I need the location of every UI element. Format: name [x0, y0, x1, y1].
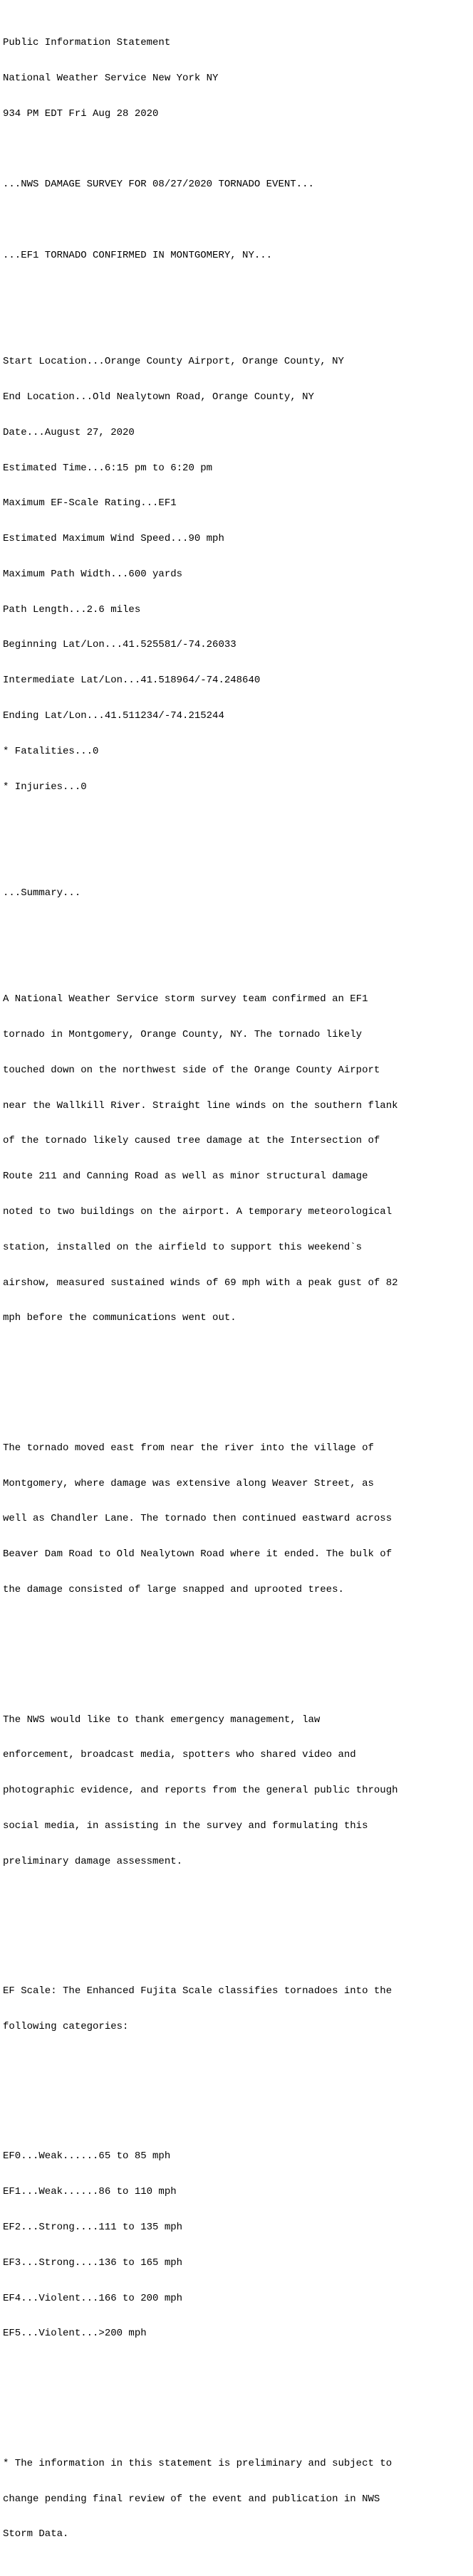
ef-scale-row-ef0: EF0...Weak......65 to 85 mph — [3, 2150, 171, 2163]
statement-document — [3, 14, 470, 2576]
spacer — [3, 2080, 470, 2092]
paragraph-line: of the tornado likely caused tree damage at the Intersection of — [3, 1135, 380, 1147]
acknowledgement-paragraph — [3, 1690, 470, 1891]
spacer — [3, 923, 470, 935]
detail-estimated-time: Estimated Time...6:15 pm to 6:20 pm — [3, 462, 213, 474]
paragraph-line: The tornado moved east from near the river into the village of — [3, 1442, 374, 1454]
detail-path-length: Path Length...2.6 miles — [3, 603, 141, 616]
spacer — [3, 144, 470, 156]
detail-max-ef-rating: Maximum EF-Scale Rating...EF1 — [3, 497, 177, 510]
summary-heading: ...Summary... — [3, 887, 81, 899]
paragraph-line: well as Chandler Lane. The tornado then continued eastward across — [3, 1513, 393, 1525]
ef-scale-row-ef4: EF4...Violent...166 to 200 mph — [3, 2292, 183, 2304]
detail-max-path-width: Maximum Path Width...600 yards — [3, 568, 183, 580]
event-details — [3, 332, 470, 816]
detail-date: Date...August 27, 2020 — [3, 426, 135, 438]
summary-paragraph-2 — [3, 1419, 470, 1620]
spacer — [3, 1643, 470, 1655]
issued-timestamp: 934 PM EDT Fri Aug 28 2020 — [3, 107, 159, 120]
paragraph-line: A National Weather Service storm survey team confirmed an EF1 — [3, 993, 368, 1005]
paragraph-line: touched down on the northwest side of the Orange County Airport — [3, 1064, 380, 1076]
disclaimer — [3, 2434, 470, 2565]
paragraph-line: social media, in assisting in the survey and formulating this — [3, 1820, 368, 1832]
detail-injuries: * Injuries...0 — [3, 781, 87, 793]
detail-start-location: Start Location...Orange County Airport, Orange County, NY — [3, 356, 344, 368]
disclaimer-line: change pending final review of the event and publication in NWS — [3, 2493, 380, 2505]
detail-beginning-latlon: Beginning Lat/Lon...41.525581/-74.26033 — [3, 639, 236, 651]
spacer — [3, 1371, 470, 1383]
paragraph-line: Montgomery, where damage was extensive along Weaver Street, as — [3, 1477, 374, 1489]
detail-intermediate-latlon: Intermediate Lat/Lon...41.518964/-74.248640 — [3, 675, 261, 687]
spacer — [3, 840, 470, 852]
detail-end-location: End Location...Old Nealytown Road, Orange County, NY — [3, 391, 314, 403]
ef-scale-row-ef3: EF3...Strong....136 to 165 mph — [3, 2256, 183, 2269]
paragraph-line: tornado in Montgomery, Orange County, NY. The tornado likely — [3, 1029, 363, 1041]
spacer — [3, 285, 470, 297]
paragraph-line: noted to two buildings on the airport. A temporary meteorological — [3, 1205, 393, 1218]
ef-scale-table — [3, 2127, 470, 2363]
paragraph-line: photographic evidence, and reports from the general public through — [3, 1785, 398, 1797]
disclaimer-line: * The information in this statement is preliminary and subject to — [3, 2457, 393, 2469]
detail-fatalities: * Fatalities...0 — [3, 745, 99, 757]
paragraph-line: Route 211 and Canning Road as well as minor structural damage — [3, 1171, 368, 1183]
paragraph-line: The NWS would like to thank emergency management, law — [3, 1714, 321, 1726]
paragraph-line: the damage consisted of large snapped and uprooted trees. — [3, 1583, 344, 1595]
paragraph-line: mph before the communications went out. — [3, 1312, 236, 1324]
detail-ending-latlon: Ending Lat/Lon...41.511234/-74.215244 — [3, 710, 224, 722]
paragraph-line: airshow, measured sustained winds of 69 mph with a peak gust of 82 — [3, 1277, 398, 1289]
paragraph-line: following categories: — [3, 2020, 129, 2032]
confirmed-headline: ...EF1 TORNADO CONFIRMED IN MONTGOMERY, NY... — [3, 249, 273, 261]
statement-title: Public Information Statement — [3, 37, 171, 49]
detail-max-wind-speed: Estimated Maximum Wind Speed...90 mph — [3, 533, 224, 545]
spacer — [3, 2387, 470, 2399]
ef-scale-intro — [3, 1962, 470, 2057]
disclaimer-line: Storm Data. — [3, 2528, 69, 2540]
paragraph-line: EF Scale: The Enhanced Fujita Scale classifies tornadoes into the — [3, 1985, 393, 1997]
survey-headline: ...NWS DAMAGE SURVEY FOR 08/27/2020 TORNADO EVENT... — [3, 179, 314, 191]
paragraph-line: enforcement, broadcast media, spotters who shared video and — [3, 1749, 356, 1761]
paragraph-line: Beaver Dam Road to Old Nealytown Road where it ended. The bulk of — [3, 1548, 393, 1561]
ef-scale-row-ef1: EF1...Weak......86 to 110 mph — [3, 2186, 177, 2198]
paragraph-line: preliminary damage assessment. — [3, 1855, 183, 1867]
spacer — [3, 1915, 470, 1927]
paragraph-line: near the Wallkill River. Straight line winds on the southern flank — [3, 1099, 398, 1112]
ef-scale-row-ef5: EF5...Violent...>200 mph — [3, 2328, 147, 2340]
paragraph-line: station, installed on the airfield to support this weekend`s — [3, 1241, 363, 1253]
ef-scale-row-ef2: EF2...Strong....111 to 135 mph — [3, 2222, 183, 2234]
spacer — [3, 214, 470, 226]
summary-paragraph-1 — [3, 970, 470, 1348]
issuing-office: National Weather Service New York NY — [3, 72, 219, 84]
